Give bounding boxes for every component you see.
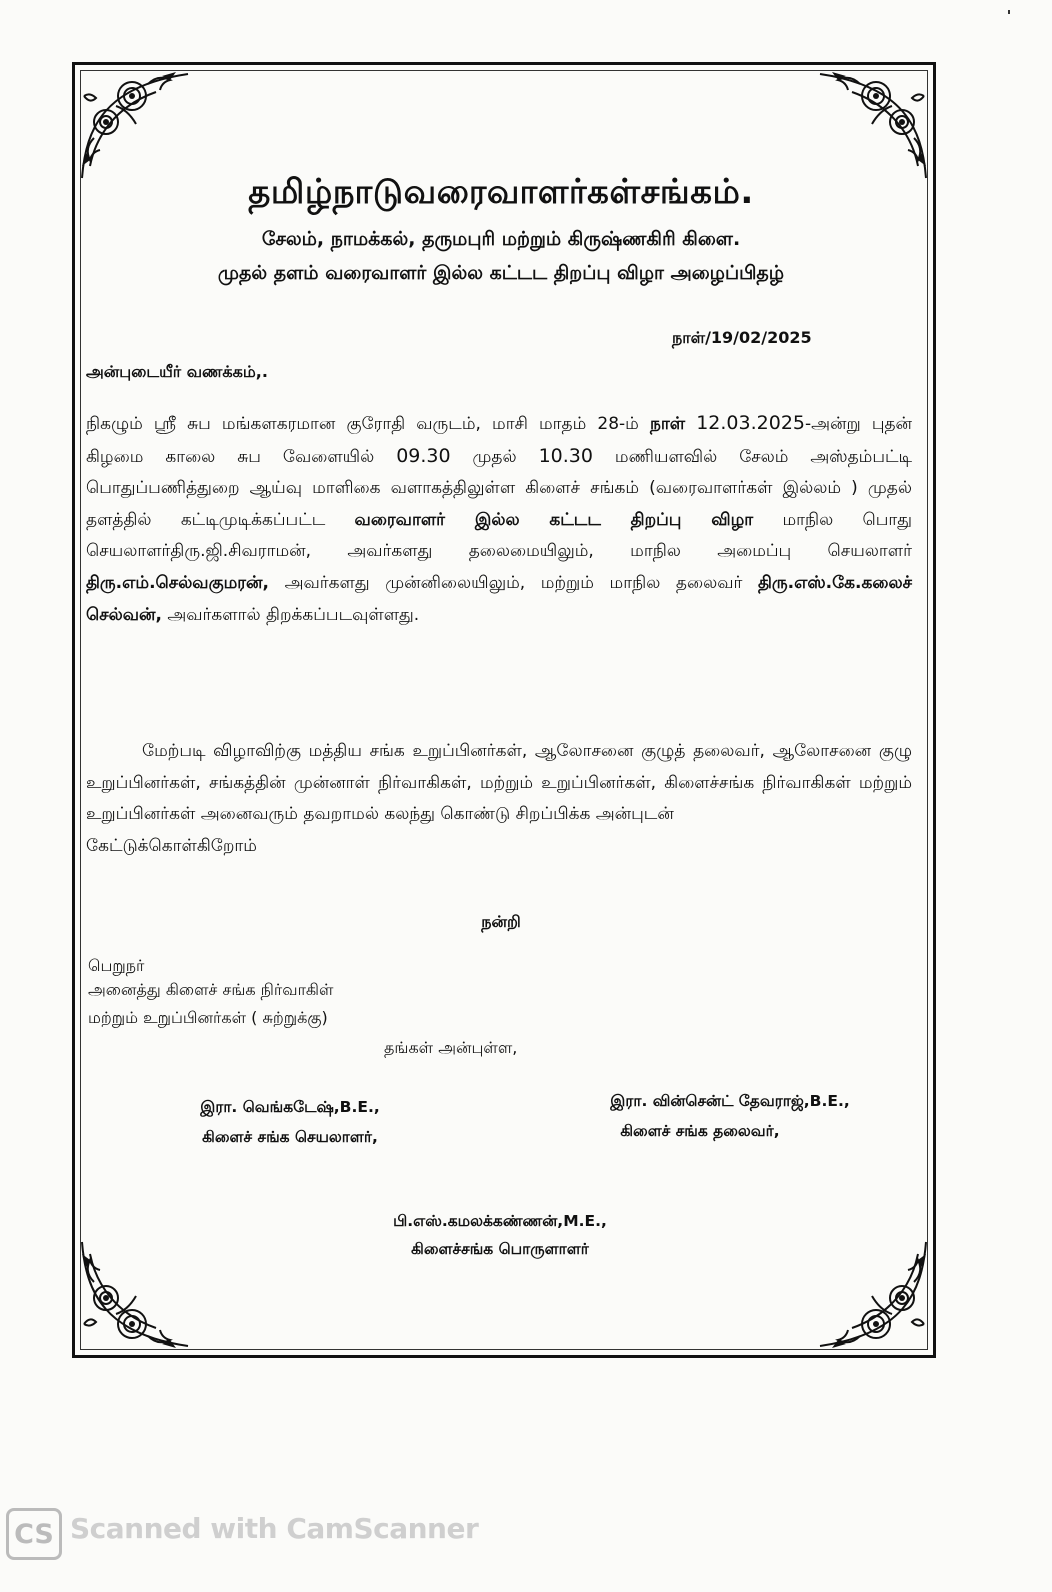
para1-line: அவர்களது முன்னிலையிலும், மற்றும் மாநில தலைவர் [284,572,743,593]
corner-ornament-icon [76,66,196,186]
camscanner-watermark: Scanned with CamScanner [70,1512,479,1545]
corner-ornament-icon [812,66,932,186]
start-time: 09.30 [396,444,451,467]
president-role: கிளைச் சங்க தலைவர், [620,1122,780,1140]
para1-line: வளாகத்திலுள்ள கிளைச் சங்கம் (வரைவாளர்கள் இல்லம் ) முதல் தளத்தில் [86,478,912,530]
para1-line: செயலாளர்திரு.ஜி.சிவராமன், அவர்களது தலைமையிலும், மாநில அமைப்பு செயலாளர் [86,541,912,562]
para1-line: முதல் [472,446,517,467]
event-date: 12.03.2025 [696,412,805,434]
guest-name: திரு.எம்.செல்வகுமரன், [86,572,269,593]
recipient-label: பெறுநர் [88,956,145,975]
invitation-paragraph [86,408,912,631]
para2-line: தலைவர், ஆலோசனை குழு உறுப்பினர்கள், சங்கத்தின் முன்னாள் நிர்வாகிகள், [86,741,912,793]
recipient-line: அனைத்து கிளைச் சங்க நிர்வாகிள் [88,980,334,999]
president-name: இரா. வின்சென்ட் தேவராஜ்,B.E., [610,1092,850,1110]
para1-line: கட்டிமுடிக்கப்பட்ட [180,509,326,530]
branch-subtitle: சேலம், நாமக்கல், தருமபுரி மற்றும் கிருஷ்ணகிரி கிளை. [261,228,741,250]
para1-day-label: நாள் [649,414,686,434]
document-date: நாள்/19/02/2025 [672,328,812,347]
closing: தங்கள் அன்புள்ள, [384,1038,518,1057]
para1-line: அவர்களால் திறக்கப்படவுள்ளது. [167,604,420,625]
para1-line: மாநில பொது [782,509,912,530]
scan-speck [1008,10,1010,14]
treasurer-role: கிளைச்சங்க பொருளாளர் [411,1240,589,1258]
camscanner-logo-icon: CS [6,1508,62,1560]
para1-line: நிகழும் ஸ்ரீ சுப மங்களகரமான குரோதி வருடம், மாசி மாதம் 28-ம் [86,414,639,434]
document-title: தமிழ்நாடுவரைவாளர்கள்சங்கம். [248,172,754,212]
para1-line: மணியளவில் சேலம் அஸ்தம்பட்டி பொதுப்பணித்துறை ஆய்வு மாளிகை [86,446,913,499]
request-paragraph [86,736,912,862]
corner-ornament-icon [76,1234,196,1354]
treasurer-name: பி.எஸ்.கமலக்கண்ணன்,M.E., [393,1212,607,1230]
secretary-role: கிளைச் சங்க செயலாளர், [202,1128,378,1146]
para2-line: மற்றும் உறுப்பினர்கள், கிளைச்சங்க நிர்வாகிகள் மற்றும் உறுப்பினர்கள் [86,772,913,825]
invitation-subtitle: முதல் தளம் வரைவாளர் இல்ல கட்டட திறப்பு விழா அழைப்பிதழ் [217,262,785,284]
greeting: அன்புடையீர் வணக்கம்,. [86,362,268,381]
corner-ornament-icon [812,1234,932,1354]
para2-line: கேட்டுக்கொள்கிறோம் [86,835,257,856]
guest-name: திரு.எஸ்.கே.கலைச் செல்வன், [86,572,912,625]
end-time: 10.30 [538,444,593,467]
para2-line: அனைவரும் தவறாமல் கலந்து கொண்டு சிறப்பிக்க அன்புடன் [200,804,674,825]
recipient-line: மற்றும் உறுப்பினர்கள் ( சுற்றுக்கு) [88,1008,328,1027]
secretary-name: இரா. வெங்கடேஷ்,B.E., [200,1098,380,1116]
para2-line: மேற்படி விழாவிற்கு மத்திய சங்க உறுப்பினர்கள், ஆலோசனை குழுத் [142,741,686,761]
para1-line: -அன்று புதன் கிழமை காலை சுப வேளையில் [86,414,913,467]
event-name: வரைவாளர் இல்ல கட்டட திறப்பு விழா [354,509,754,530]
thanks: நன்றி [481,912,521,931]
